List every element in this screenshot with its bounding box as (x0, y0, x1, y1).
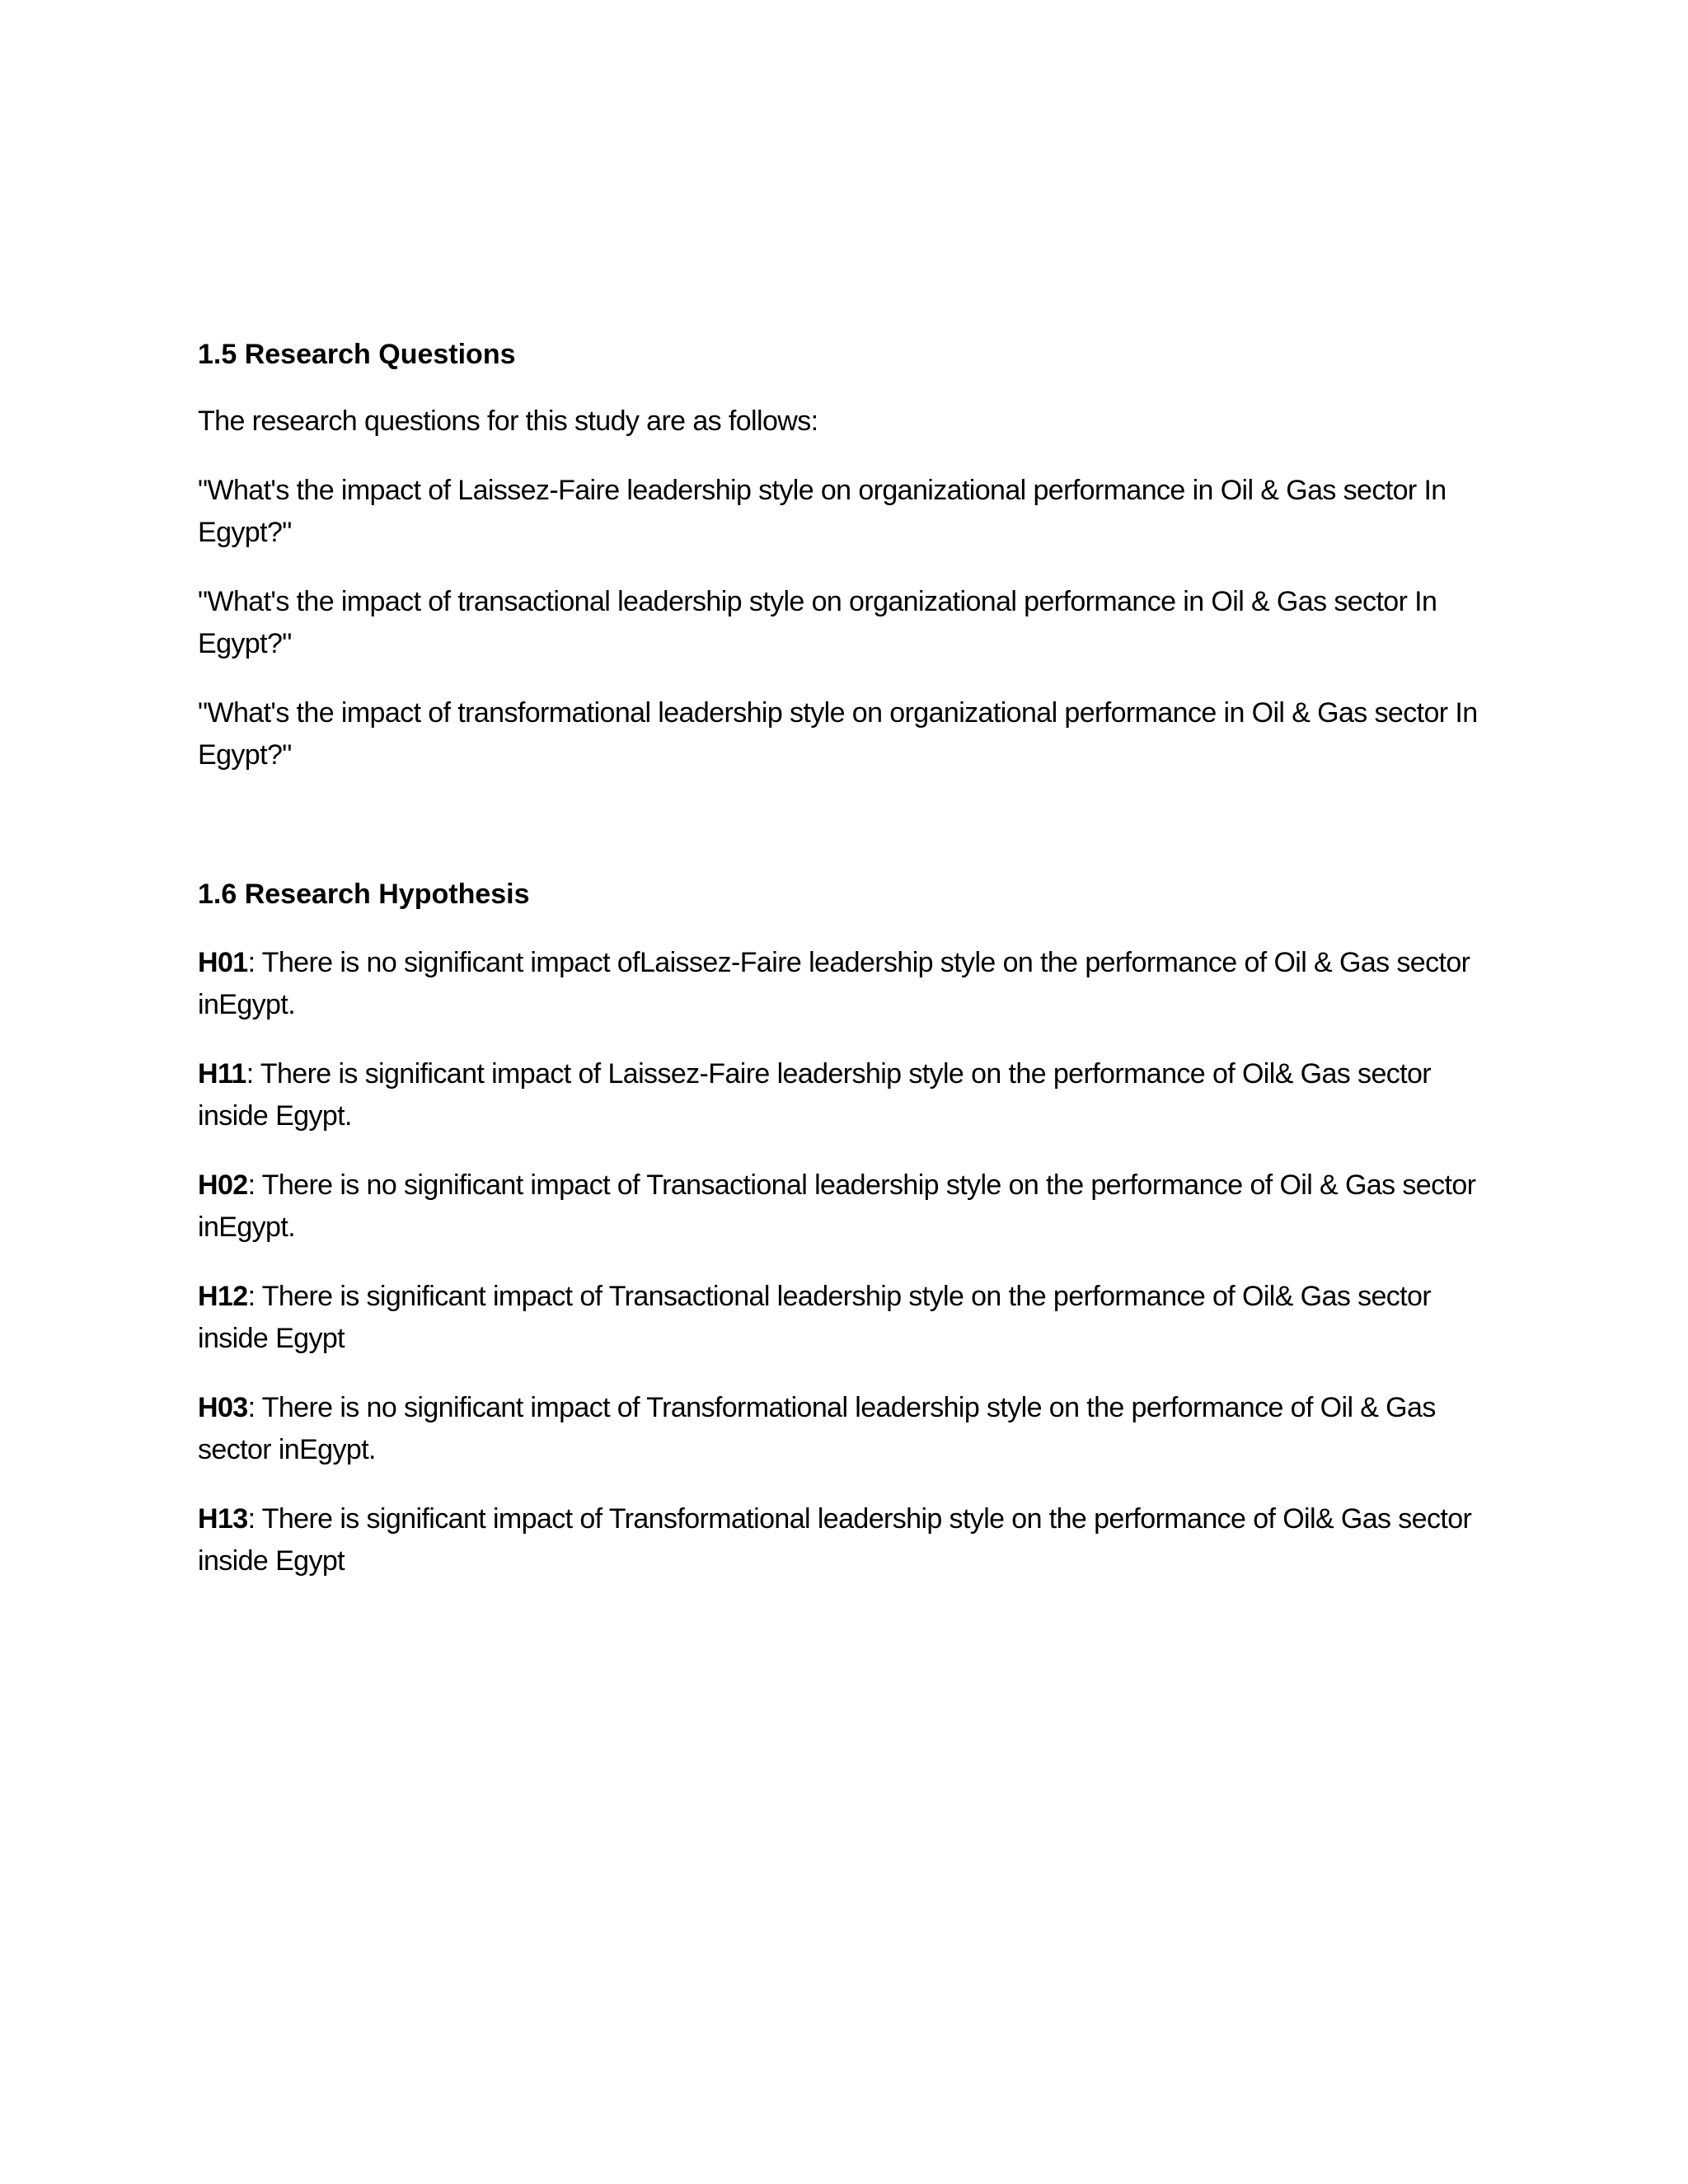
hypothesis-text: : There is no significant impact of Transformational leadership style on the performance of Oil & Gas sector inEgypt. (198, 1392, 1436, 1465)
research-question-3: "What's the impact of transformational leadership style on organizational performance in Oil & Gas sector In Egypt?" (198, 697, 1478, 771)
hypothesis-h01 (198, 942, 1500, 1026)
hypothesis-id: H03 (198, 1392, 248, 1423)
hypothesis-text: : There is no significant impact of Transactional leadership style on the performance of Oil & Gas sector inEgypt. (198, 1169, 1476, 1243)
hypothesis-h02 (198, 1165, 1500, 1249)
hypothesis-text: : There is significant impact of Laissez-Faire leadership style on the performance of Oil& Gas sector inside Egypt. (198, 1058, 1432, 1132)
hypothesis-h12 (198, 1276, 1500, 1360)
hypothesis-h13 (198, 1498, 1500, 1582)
hypothesis-text: : There is significant impact of Transactional leadership style on the performance of Oil& Gas sector inside Egypt (198, 1281, 1432, 1354)
hypothesis-id: H12 (198, 1281, 248, 1312)
hypothesis-id: H01 (198, 947, 248, 978)
hypothesis-text: : There is significant impact of Transformational leadership style on the performance of Oil& Gas sector inside Egypt (198, 1503, 1472, 1577)
document-body (198, 333, 1500, 1582)
research-question-2: "What's the impact of transactional leadership style on organizational performance in Oil & Gas sector In Egypt?" (198, 586, 1437, 659)
research-questions-heading: 1.5 Research Questions (198, 339, 516, 370)
hypothesis-id: H02 (198, 1169, 248, 1201)
research-question-1: "What's the impact of Laissez-Faire leadership style on organizational performance in Oil & Gas sector In Egypt?" (198, 475, 1447, 548)
hypothesis-id: H11 (198, 1058, 246, 1090)
hypothesis-h11 (198, 1053, 1500, 1137)
hypothesis-id: H13 (198, 1503, 248, 1535)
research-hypothesis-heading: 1.6 Research Hypothesis (198, 879, 530, 910)
research-questions-intro: The research questions for this study are as follows: (198, 405, 818, 437)
hypothesis-h03 (198, 1387, 1500, 1471)
hypothesis-text: : There is no significant impact ofLaissez-Faire leadership style on the performance of Oil & Gas sector inEgypt. (198, 947, 1470, 1020)
